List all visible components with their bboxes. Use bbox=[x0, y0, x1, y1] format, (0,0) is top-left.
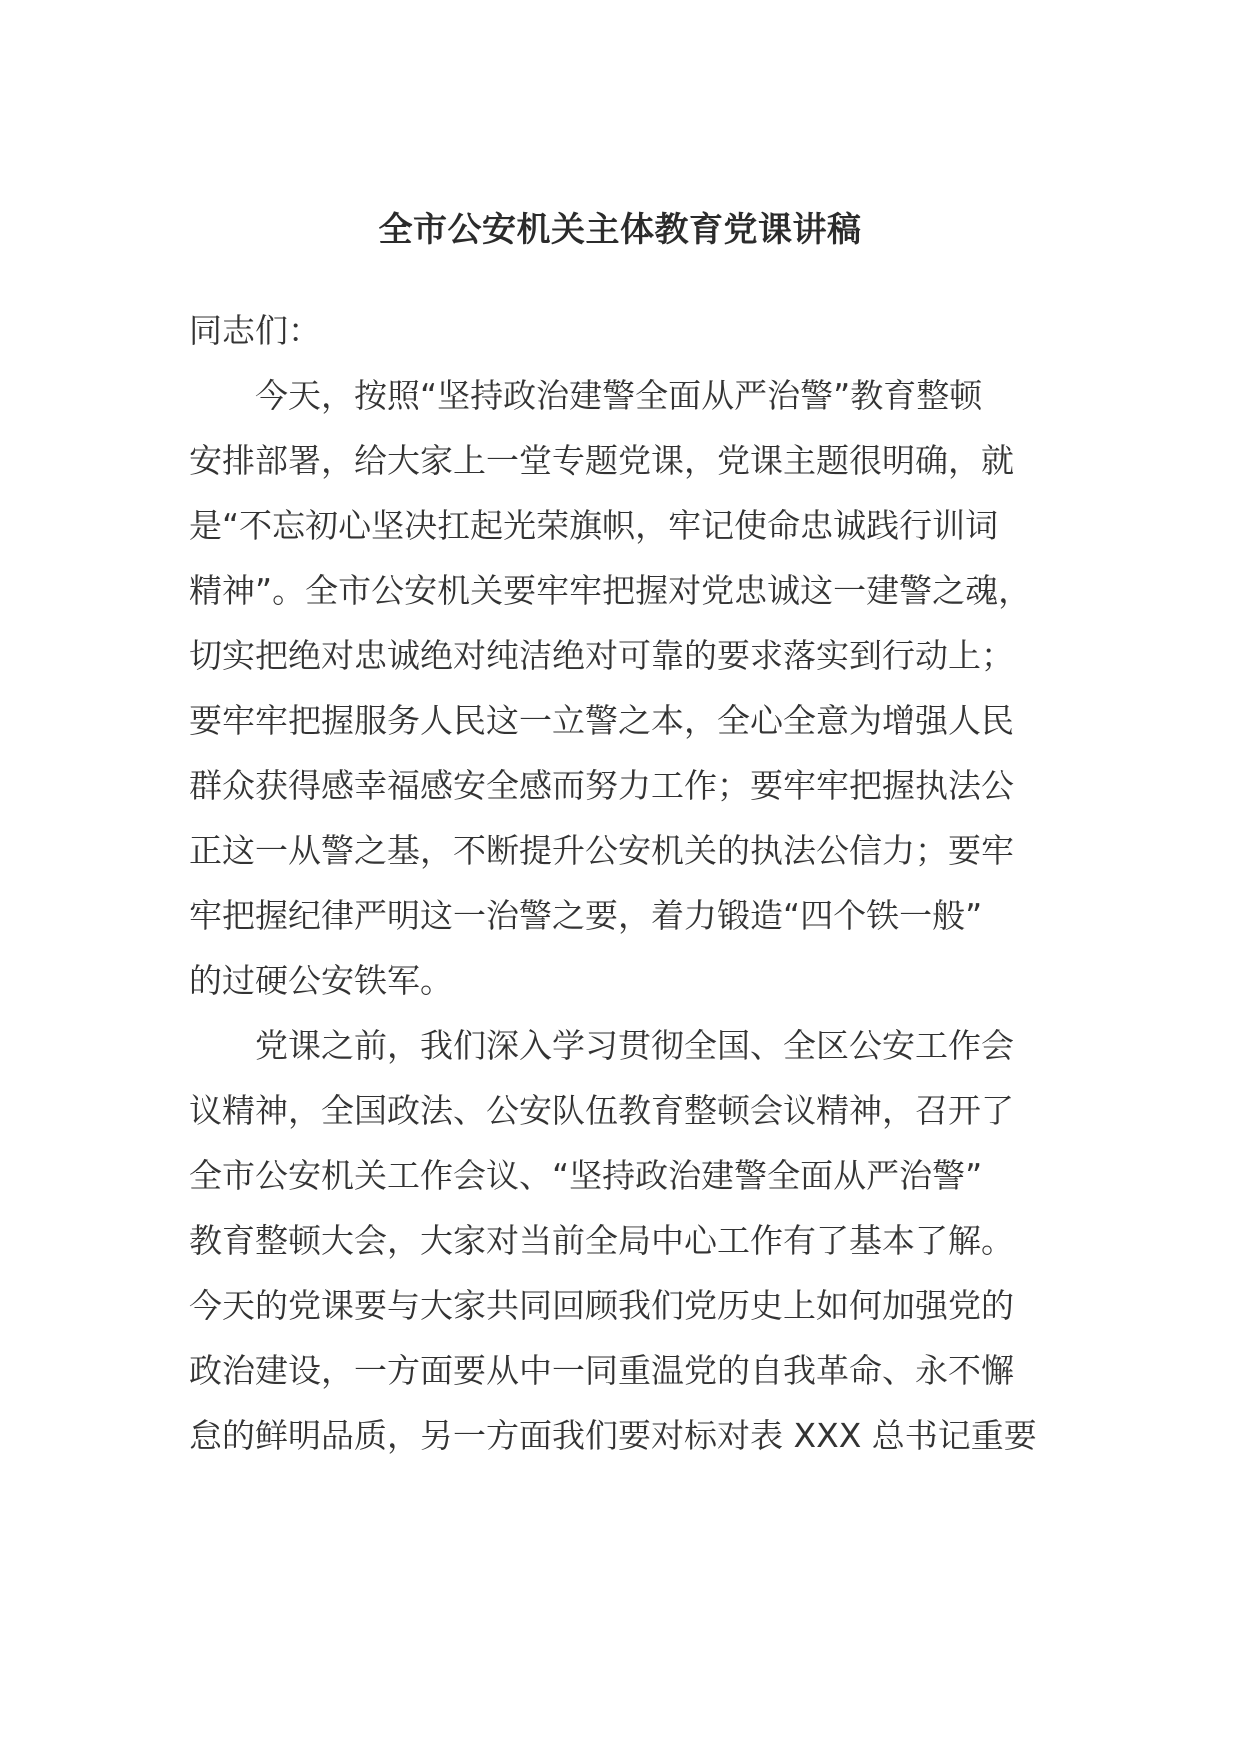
body-line: 教育整顿大会，大家对当前全局中心工作有了基本了解。 bbox=[189, 1221, 1014, 1260]
body-line: 精神”。全市公安机关要牢牢把握对党忠诚这一建警之魂， bbox=[189, 571, 1032, 610]
body-line: 切实把绝对忠诚绝对纯洁绝对可靠的要求落实到行动上； bbox=[189, 636, 1014, 675]
body-line: 党课之前，我们深入学习贯彻全国、全区公安工作会 bbox=[189, 1026, 1014, 1065]
body-line: 全市公安机关工作会议、“坚持政治建警全面从严治警” bbox=[189, 1156, 983, 1195]
document-title: 全市公安机关主体教育党课讲稿 bbox=[378, 210, 862, 250]
body-line: 是“不忘初心坚决扛起光荣旗帜，牢记使命忠诚践行训词 bbox=[189, 506, 999, 545]
body-line: 的过硬公安铁军。 bbox=[189, 961, 453, 1000]
body-line: 同志们： bbox=[189, 311, 321, 350]
body-line: 议精神，全国政法、公安队伍教育整顿会议精神，召开了 bbox=[189, 1091, 1014, 1130]
body-line: 今天的党课要与大家共同回顾我们党历史上如何加强党的 bbox=[189, 1286, 1014, 1325]
body-line: 要牢牢把握服务人民这一立警之本，全心全意为增强人民 bbox=[189, 701, 1014, 740]
body-line: 政治建设，一方面要从中一同重温党的自我革命、永不懈 bbox=[189, 1351, 1014, 1390]
body-line: 今天，按照“坚持政治建警全面从严治警”教育整顿 bbox=[189, 376, 983, 415]
body-line: 正这一从警之基，不断提升公安机关的执法公信力；要牢 bbox=[189, 831, 1014, 870]
body-line: 牢把握纪律严明这一治警之要，着力锻造“四个铁一般” bbox=[189, 896, 983, 935]
body-line: 怠的鲜明品质，另一方面我们要对标对表 XXX 总书记重要 bbox=[189, 1416, 1037, 1455]
body-line: 安排部署，给大家上一堂专题党课，党课主题很明确，就 bbox=[189, 441, 1014, 480]
body-line: 群众获得感幸福感安全感而努力工作；要牢牢把握执法公 bbox=[189, 766, 1014, 805]
